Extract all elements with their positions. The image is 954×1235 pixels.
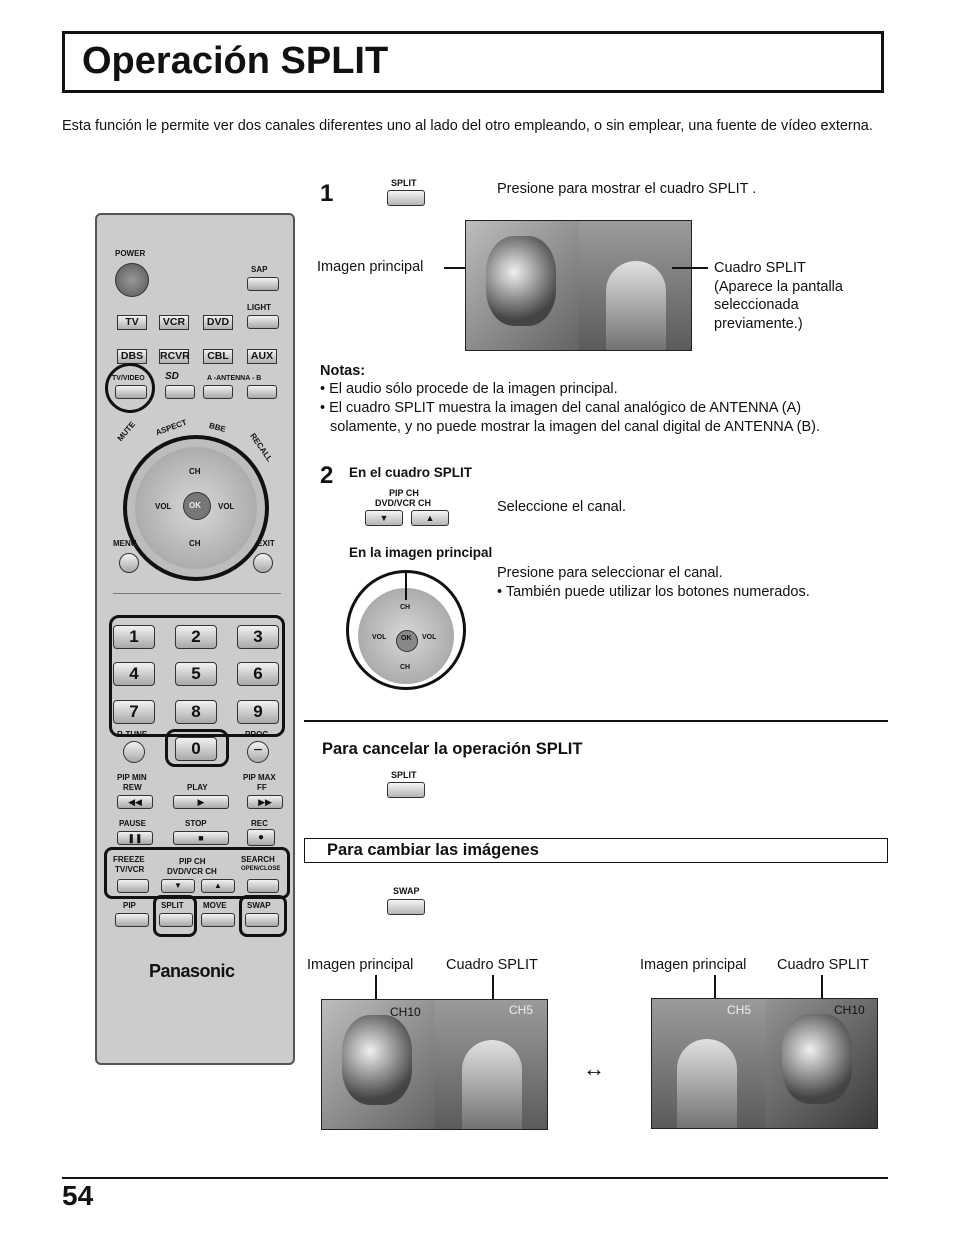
rtune-button[interactable]	[123, 741, 145, 763]
main-image-heading: En la imagen principal	[349, 545, 493, 560]
number-button-2[interactable]: 2	[175, 625, 217, 649]
pip-button[interactable]	[115, 913, 149, 927]
divider	[113, 593, 281, 594]
step-1-screen	[465, 220, 692, 351]
pipch-button-label: PIP CH	[389, 488, 419, 498]
swap-button-label: SWAP	[393, 886, 420, 896]
bbe-label: BBE	[208, 420, 227, 435]
aspect-label: ASPECT	[154, 417, 189, 438]
swap-action-button[interactable]	[387, 899, 425, 915]
channel-up-button[interactable]: ▲	[411, 510, 449, 526]
vol-left-label: VOL	[155, 502, 172, 511]
dvd-button[interactable]: DVD	[203, 315, 233, 330]
dial-ch-up: CH	[400, 604, 411, 611]
numbered-buttons-text: • También puede utilizar los botones numerados.	[497, 584, 810, 600]
search-label: SEARCH	[241, 855, 275, 864]
right-split-label: Cuadro SPLIT	[777, 957, 869, 973]
rew-button[interactable]: ◀◀	[117, 795, 153, 809]
step-2-number: 2	[320, 462, 334, 489]
tvvcr-label: TV/VCR	[115, 865, 145, 874]
prog-button[interactable]: −	[247, 741, 269, 763]
pip-label: PIP	[123, 901, 136, 910]
right-main-label: Imagen principal	[640, 957, 747, 973]
dvdvcrch-button-label: DVD/VCR CH	[375, 498, 432, 508]
split-frame-label-line-1: Cuadro SPLIT	[714, 260, 806, 276]
vol-right-label: VOL	[218, 502, 235, 511]
ff-button[interactable]: ▶▶	[247, 795, 283, 809]
dial-pointer	[405, 570, 407, 600]
tvvideo-button[interactable]	[115, 385, 147, 399]
move-label: MOVE	[203, 901, 227, 910]
sap-label: SAP	[251, 265, 268, 274]
menu-label: MENU	[113, 539, 137, 548]
aux-button[interactable]: AUX	[247, 349, 277, 364]
swap-arrow: ↔	[583, 1056, 605, 1081]
rew-label: REW	[123, 783, 142, 792]
right-main-channel: CH5	[727, 1003, 752, 1017]
left-swap-screen	[321, 999, 548, 1130]
left-split-channel: CH5	[509, 1003, 534, 1017]
dial-ch-down: CH	[400, 664, 411, 671]
menu-button[interactable]	[119, 553, 139, 573]
split-frame-label-line-4: previamente.)	[714, 315, 803, 332]
page-title: Operación SPLIT	[82, 40, 389, 82]
sd-button[interactable]	[165, 385, 195, 399]
antenna-b-button[interactable]	[247, 385, 277, 399]
move-button[interactable]	[201, 913, 235, 927]
split-frame-label-line-2: (Aparece la pantalla	[714, 278, 843, 295]
ch-up-button[interactable]: ▲	[201, 879, 235, 893]
recall-label: RECALL	[248, 431, 275, 464]
ch-down-label: CH	[189, 539, 201, 548]
power-button[interactable]	[115, 263, 149, 297]
footer-rule	[62, 1177, 888, 1179]
left-main-channel: CH10	[390, 1005, 421, 1019]
main-image-label: Imagen principal	[317, 259, 424, 275]
swap-heading: Para cambiar las imágenes	[327, 841, 539, 859]
light-label: LIGHT	[247, 303, 271, 312]
cbl-button[interactable]: CBL	[203, 349, 233, 364]
pause-button[interactable]: ❚❚	[117, 831, 153, 845]
number-button-1[interactable]: 1	[113, 625, 155, 649]
step-1-button-label: SPLIT	[391, 178, 417, 188]
number-button-0[interactable]: 0	[175, 737, 217, 761]
note-2: • El cuadro SPLIT muestra la imagen del canal analógico de ANTENNA (A)	[320, 400, 802, 416]
step-1-instruction: Presione para mostrar el cuadro SPLIT .	[497, 181, 757, 197]
power-label: POWER	[115, 249, 146, 258]
split-label: SPLIT	[161, 901, 184, 910]
section-divider	[304, 720, 888, 722]
exit-label: EXIT	[257, 539, 275, 548]
light-button[interactable]	[247, 315, 279, 329]
pipmin-label: PIP MIN	[117, 773, 147, 782]
split-frame-heading: En el cuadro SPLIT	[349, 465, 473, 480]
step-1-number: 1	[320, 180, 334, 207]
dbs-button[interactable]: DBS	[117, 349, 147, 364]
cancel-split-button[interactable]	[387, 782, 425, 798]
number-button-4[interactable]: 4	[113, 662, 155, 686]
number-button-7[interactable]: 7	[113, 700, 155, 724]
number-button-8[interactable]: 8	[175, 700, 217, 724]
antenna-a-button[interactable]	[203, 385, 233, 399]
dial-vol-right: VOL	[422, 634, 437, 641]
prog-label: PROG	[245, 730, 269, 739]
swap-label: SWAP	[247, 901, 271, 910]
rcvr-button[interactable]: RCVR	[160, 350, 190, 362]
freeze-button[interactable]	[117, 879, 149, 893]
ch-up-label: CH	[189, 467, 201, 476]
dial-ok-label: OK	[401, 635, 412, 642]
rec-button[interactable]: ●	[247, 829, 275, 846]
pause-label: PAUSE	[119, 819, 146, 828]
exit-button[interactable]	[253, 553, 273, 573]
brand-logo: Panasonic	[149, 961, 235, 981]
press-select-text: Presione para seleccionar el canal.	[497, 565, 723, 581]
select-channel-text: Seleccione el canal.	[497, 499, 626, 515]
split-frame-label-line-3: seleccionada	[714, 297, 799, 313]
rtune-label: R-TUNE	[117, 730, 148, 739]
stop-button[interactable]: ■	[173, 831, 229, 845]
openclose-label: OPEN/CLOSE	[241, 866, 281, 872]
number-button-3[interactable]: 3	[237, 625, 279, 649]
swap-button[interactable]	[245, 913, 279, 927]
step-1-split-button[interactable]	[387, 190, 425, 206]
ok-label: OK	[189, 501, 201, 510]
sd-logo: SD	[165, 371, 179, 382]
page-number: 54	[62, 1180, 94, 1211]
mute-label: MUTE	[115, 419, 138, 444]
tvvideo-label: TV/VIDEO	[112, 375, 145, 382]
notes-heading: Notas:	[320, 363, 366, 379]
vcr-button[interactable]: VCR	[159, 315, 189, 330]
number-button-9[interactable]: 9	[237, 700, 279, 724]
dial-vol-left: VOL	[372, 634, 387, 641]
right-swap-screen	[651, 998, 878, 1129]
note-2-cont: solamente, y no puede mostrar la imagen del canal digital de ANTENNA (B).	[330, 419, 821, 435]
channel-down-button[interactable]: ▼	[365, 510, 403, 526]
remote-control	[95, 213, 295, 1065]
ff-label: FF	[257, 783, 267, 792]
left-main-label: Imagen principal	[307, 957, 414, 973]
stop-label: STOP	[185, 819, 207, 828]
split-button[interactable]	[159, 913, 193, 927]
number-button-5[interactable]: 5	[175, 662, 217, 686]
antenna-label: A -ANTENNA - B	[207, 375, 262, 382]
pipmax-label: PIP MAX	[243, 773, 276, 782]
right-split-channel: CH10	[834, 1003, 865, 1017]
dvdvcrch-label: DVD/VCR CH	[167, 867, 217, 876]
play-label: PLAY	[187, 783, 208, 792]
note-1: • El audio sólo procede de la imagen principal.	[320, 381, 618, 397]
search-button[interactable]	[247, 879, 279, 893]
pipch-label: PIP CH	[179, 857, 206, 866]
rec-label: REC	[251, 819, 268, 828]
number-button-6[interactable]: 6	[237, 662, 279, 686]
play-button[interactable]: ▶	[173, 795, 229, 809]
split-frame-label	[714, 259, 843, 333]
cancel-button-label: SPLIT	[391, 770, 417, 780]
cancel-heading: Para cancelar la operación SPLIT	[322, 740, 583, 758]
left-split-label: Cuadro SPLIT	[446, 957, 538, 973]
sap-button[interactable]	[247, 277, 279, 291]
ch-down-button[interactable]: ▼	[161, 879, 195, 893]
freeze-label: FREEZE	[113, 855, 145, 864]
split-frame-pointer	[672, 267, 708, 269]
tv-button[interactable]: TV	[117, 315, 147, 330]
intro-text: Esta función le permite ver dos canales diferentes uno al lado del otro empleando, o sin emplear, una fuente de vídeo externa.	[62, 118, 873, 134]
